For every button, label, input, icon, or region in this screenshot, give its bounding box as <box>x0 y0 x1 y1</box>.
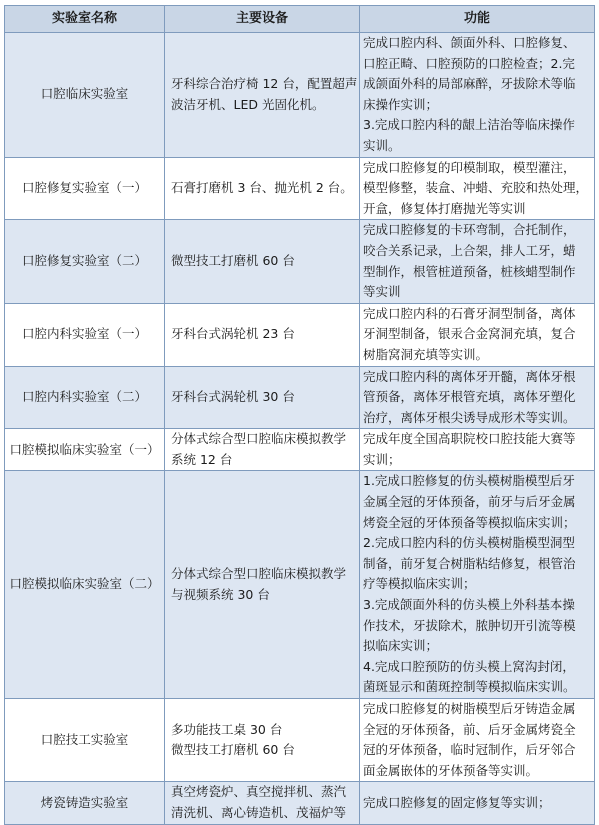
lab-name-cell: 口腔模拟临床实验室（一） <box>5 429 165 471</box>
function-line: 实训； <box>363 451 401 467</box>
equipment-line: 分体式综合型口腔临床模拟教学 <box>171 566 347 582</box>
function-cell <box>360 303 595 366</box>
header-lab-name: 实验室名称 <box>5 6 165 33</box>
table-row <box>5 471 595 699</box>
equipment-cell <box>165 699 360 782</box>
equipment-cell <box>165 429 360 471</box>
lab-name-cell: 口腔内科实验室（一） <box>5 303 165 366</box>
function-line: 完成年度全国高职院校口腔技能大赛等 <box>363 431 576 447</box>
function-line: 开盒，修复体打磨抛光等实训 <box>363 200 526 216</box>
equipment-cell <box>165 220 360 303</box>
function-line: 完成口腔修复的树脂模型后牙铸造金属 <box>363 701 576 716</box>
function-line: 2.完成口腔内科的仿头模树脂模型洞型 <box>363 535 575 551</box>
lab-name-cell: 口腔修复实验室（一） <box>5 157 165 220</box>
function-cell <box>360 157 595 220</box>
function-line: 作技术，牙拔除术，脓肿切开引流等模 <box>363 617 576 633</box>
function-line: 模型修整，装盒、冲蜡、充胶和热处理， <box>363 180 589 196</box>
function-line: 完成口腔修复的卡环弯制，合托制作， <box>363 222 576 238</box>
equipment-line: 多功能技工桌 30 台 <box>171 721 283 737</box>
equipment-line: 与视频系统 30 台 <box>171 586 270 602</box>
function-line: 树脂窝洞充填等实训。 <box>363 346 489 362</box>
function-line: 全冠的牙体预备，前、后牙金属烤瓷全 <box>363 721 576 737</box>
function-line: 烤瓷全冠的牙体预备等模拟临床实训； <box>363 514 576 530</box>
function-line: 3.完成口腔内科的龈上洁治等临床操作 <box>363 117 575 133</box>
table-row <box>5 33 595 158</box>
equipment-cell <box>165 303 360 366</box>
header-equipment: 主要设备 <box>165 6 360 33</box>
function-cell <box>360 33 595 158</box>
equipment-line: 牙科台式涡轮机 23 台 <box>171 326 295 342</box>
table-row <box>5 366 595 429</box>
equipment-line: 微型技工打磨机 60 台 <box>171 253 295 269</box>
lab-name-cell: 口腔模拟临床实验室（二） <box>5 471 165 699</box>
function-line: 3.完成颌面外科的仿头模上外科基本操 <box>363 597 575 613</box>
function-line: 完成口腔修复的印模制取，模型灌注， <box>363 159 576 175</box>
equipment-line: 清洗机、离心铸造机、茂福炉等 <box>171 804 347 820</box>
function-line: 咬合关系记录，上合架，排人工牙，蜡 <box>363 242 576 258</box>
function-line: 1.完成口腔修复的仿头模树脂模型后牙 <box>363 473 575 489</box>
function-line: 4.完成口腔预防的仿头模上窝沟封闭， <box>363 658 575 674</box>
function-line: 面金属嵌体的牙体预备等实训。 <box>363 762 539 778</box>
header-function: 功能 <box>360 6 595 33</box>
table-row <box>5 782 595 824</box>
table-row <box>5 429 595 471</box>
table-header <box>5 6 595 33</box>
function-line: 管预备，离体牙根管充填，离体牙塑化 <box>363 389 576 405</box>
function-line: 床操作实训； <box>363 96 439 112</box>
function-cell <box>360 699 595 782</box>
equipment-line: 牙科综合治疗椅 12 台，配置超声 <box>171 76 358 92</box>
equipment-line: 石膏打磨机 3 台、抛光机 2 台。 <box>171 180 353 196</box>
function-line: 制备，前牙复合树脂粘结修复，根管治 <box>363 555 576 571</box>
equipment-line: 系统 12 台 <box>171 451 233 467</box>
equipment-line: 微型技工打磨机 60 台 <box>171 742 295 758</box>
function-line: 疗等模拟临床实训； <box>363 576 476 592</box>
function-line: 成颌面外科的局部麻醉，牙拔除术等临 <box>363 76 576 92</box>
lab-name-cell: 口腔内科实验室（二） <box>5 366 165 429</box>
function-line: 实训。 <box>363 137 401 153</box>
lab-table <box>4 5 595 825</box>
function-line: 牙洞型制备，银汞合金窝洞充填，复合 <box>363 326 576 342</box>
equipment-cell <box>165 366 360 429</box>
equipment-cell <box>165 157 360 220</box>
equipment-line: 分体式综合型口腔临床模拟教学 <box>171 431 347 447</box>
equipment-cell <box>165 471 360 699</box>
lab-name-cell: 口腔技工实验室 <box>5 699 165 782</box>
table-row <box>5 699 595 782</box>
function-line: 等实训 <box>363 284 401 300</box>
function-cell <box>360 471 595 699</box>
function-line: 冠的牙体预备，临时冠制作，后牙邻合 <box>363 742 576 758</box>
function-cell <box>360 220 595 303</box>
equipment-cell <box>165 33 360 158</box>
equipment-line: 波洁牙机、LED 光固化机。 <box>171 96 325 112</box>
lab-name-cell: 口腔临床实验室 <box>5 33 165 158</box>
lab-name-cell: 烤瓷铸造实验室 <box>5 782 165 824</box>
function-cell <box>360 366 595 429</box>
lab-name-cell: 口腔修复实验室（二） <box>5 220 165 303</box>
function-line: 菌斑显示和菌斑控制等模拟临床实训。 <box>363 679 576 695</box>
equipment-line: 牙科台式涡轮机 30 台 <box>171 389 295 405</box>
function-line: 完成口腔内科的石膏牙洞型制备，离体 <box>363 305 576 321</box>
function-line: 拟临床实训； <box>363 638 439 654</box>
function-line: 型制作，根管桩道预备，桩核蜡型制作 <box>363 263 576 279</box>
function-line: 口腔正畸、口腔预防的口腔检查；2.完 <box>363 55 575 71</box>
function-cell <box>360 782 595 824</box>
table-row <box>5 220 595 303</box>
equipment-cell <box>165 782 360 824</box>
header-row <box>5 6 595 33</box>
table-row <box>5 157 595 220</box>
equipment-line: 真空烤瓷炉、真空搅拌机、蒸汽 <box>171 784 347 800</box>
function-line: 完成口腔内科、颌面外科、口腔修复、 <box>363 35 576 50</box>
function-cell <box>360 429 595 471</box>
function-line: 完成口腔内科的离体牙开髓，离体牙根 <box>363 368 576 384</box>
function-line: 金属全冠的牙体预备，前牙与后牙金属 <box>363 494 576 510</box>
function-line: 治疗，离体牙根尖诱导成形术等实训。 <box>363 409 576 425</box>
table-row <box>5 303 595 366</box>
table-body <box>5 33 595 825</box>
function-line: 完成口腔修复的固定修复等实训； <box>363 794 551 810</box>
